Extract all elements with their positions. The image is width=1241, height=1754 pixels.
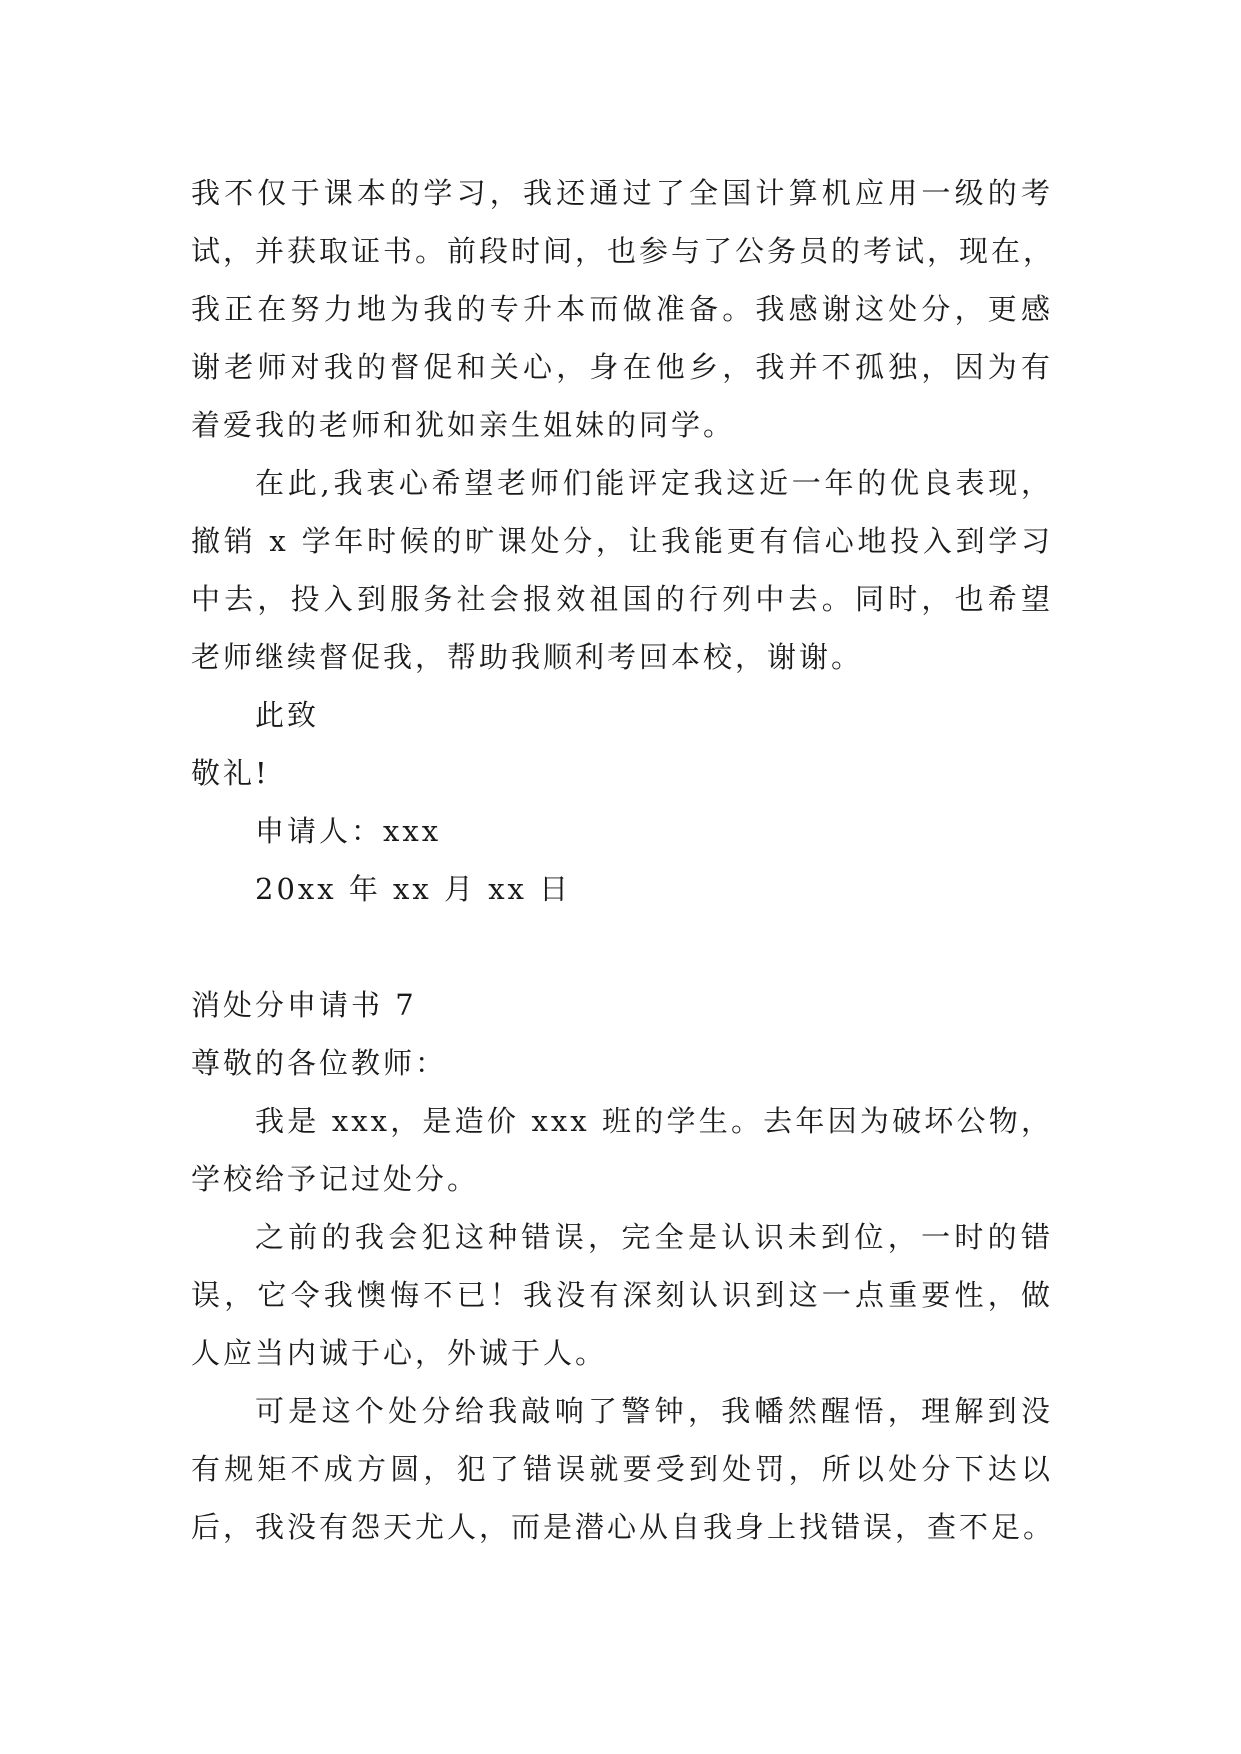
greeting: 尊敬的各位教师： [191,1046,448,1080]
date-line: 20xx 年 xx 月 xx 日 [255,872,572,906]
text-line: 试，并获取证书。前段时间，也参与了公务员的考试，现在， [191,234,1056,268]
text-line: 谢老师对我的督促和关心，身在他乡，我并不孤独，因为有 [191,350,1053,384]
section-gap [191,918,1053,976]
paragraph [191,454,1053,686]
paragraph [191,1208,1053,1382]
text-line: 老师继续督促我，帮助我顺利考回本校，谢谢。 [191,640,864,674]
text-line: 我不仅于课本的学习，我还通过了全国计算机应用一级的考 [191,176,1053,210]
text-line: 之前的我会犯这种错误，完全是认识未到位，一时的错 [255,1220,1053,1254]
text-line: 中去，投入到服务社会报效祖国的行列中去。同时，也希望 [191,582,1053,616]
text-line: 后，我没有怨天尤人，而是潜心从自我身上找错误，查不足。 [191,1510,1056,1544]
paragraph [191,1092,1053,1208]
closing-text: 此致 [255,698,320,732]
text-line: 我正在努力地为我的专升本而做准备。我感谢这处分，更感 [191,292,1053,326]
document-body [191,164,1056,1556]
text-line: 人应当内诚于心，外诚于人。 [191,1336,608,1370]
text-line: 误，它令我懊悔不已！我没有深刻认识到这一点重要性，做 [191,1278,1053,1312]
text-line: 学校给予记过处分。 [191,1162,480,1196]
paragraph [191,1382,1056,1556]
salutation: 敬礼! [191,756,270,790]
text-line: 着爱我的老师和犹如亲生姐妹的同学。 [191,408,736,442]
text-line: 可是这个处分给我敲响了警钟，我幡然醒悟，理解到没 [255,1394,1053,1428]
text-line: 我是 xxx，是造价 xxx 班的学生。去年因为破坏公物， [255,1104,1053,1138]
text-line: 在此,我衷心希望老师们能评定我这近一年的优良表现， [255,466,1053,500]
section-title: 消处分申请书 7 [191,988,417,1022]
applicant-signature: 申请人：xxx [255,814,442,848]
text-line: 撤销 x 学年时候的旷课处分，让我能更有信心地投入到学习 [191,524,1053,558]
paragraph [191,164,1056,454]
text-line: 有规矩不成方圆，犯了错误就要受到处罚，所以处分下达以 [191,1452,1053,1486]
